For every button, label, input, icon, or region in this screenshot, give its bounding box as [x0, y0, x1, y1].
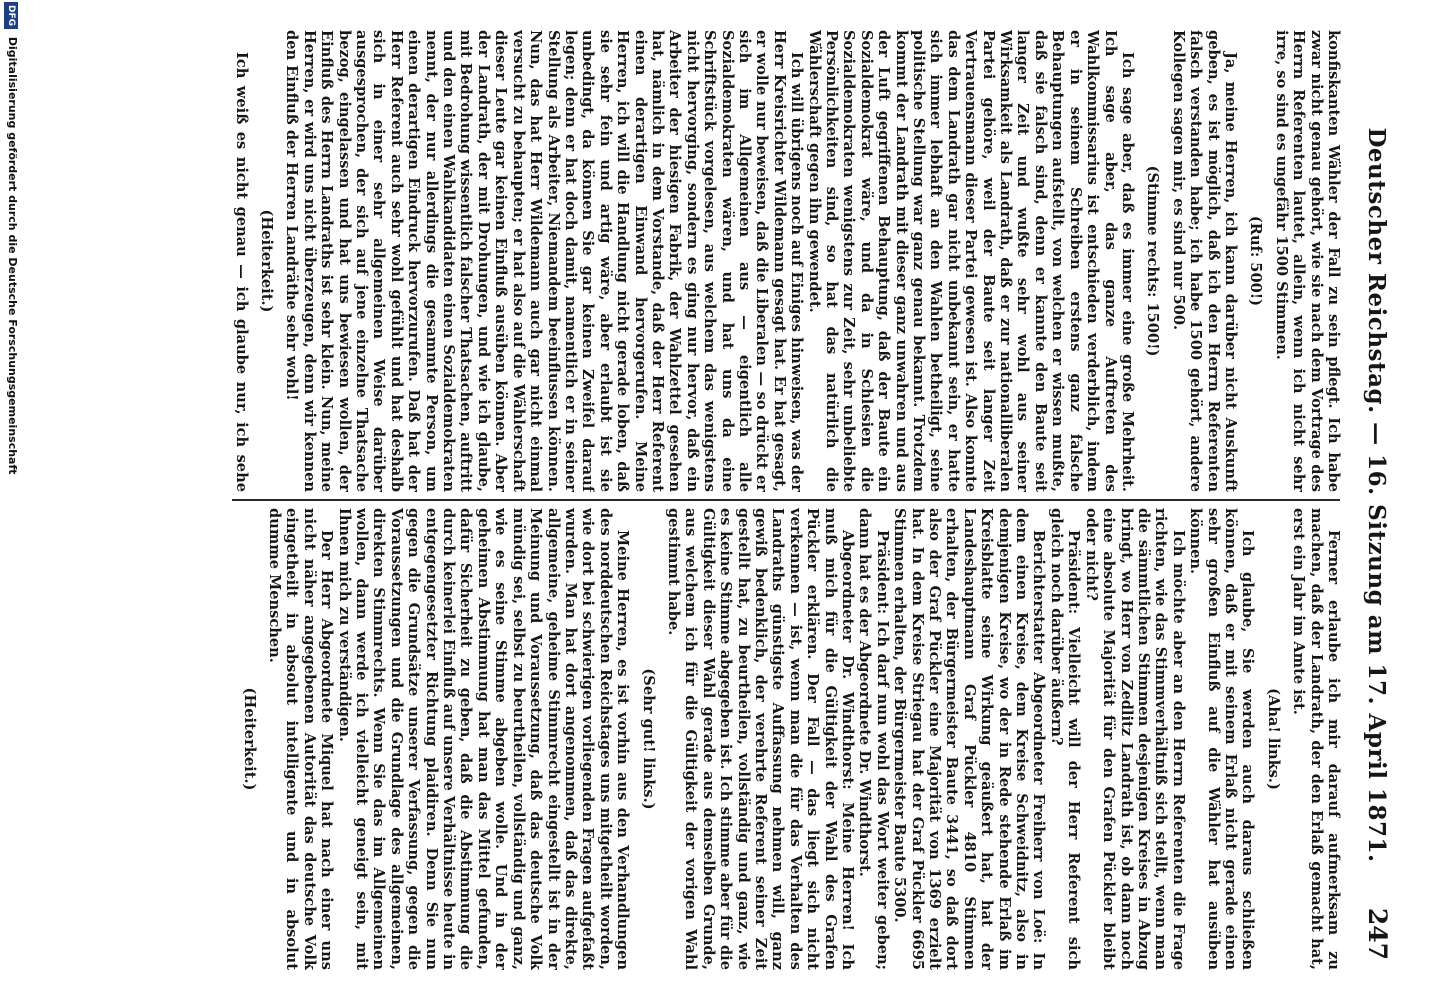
page-number: 247: [1363, 908, 1392, 960]
running-head: Deutscher Reichstag. — 16. Sitzung am 17. April 1871.: [1363, 30, 1390, 960]
right-column: [232, 508, 1342, 970]
paragraph: Berichterstatter Abgeordneter Freiherr von Loë: In dem einen Kreise, dem Kreise Schweidnitz, also in demjenigen Kreise, wo der in Rede stehende Erlaß im Kreisblatte seine Wirkung geäußert hat, hat der Landeshauptmann Graf Pückler 4810 Stimmen erhalten, der Bürgermeister Baute 3441, so daß dort also der Graf Pückler eine Majorität von 1369 erzielt hat. In dem Kreise Striegau hat der Graf Pückler 6695 Stimmen erhalten, der Bürgermeister Baute 5300.: [891, 508, 1048, 970]
paragraph: Präsident: Ich darf nun wohl das Wort weiter geben; dann hat es der Abgeordnete Dr. Windthorst.: [856, 508, 891, 970]
page-footer: [2, 2, 20, 1002]
stage-direction: (Sehr gut! links.): [639, 508, 656, 970]
paragraph: Ich glaube, Sie werden auch daraus schließen können, daß er mit seinem Erlaß nicht gerade einen sehr großen Einfluß auf die Wähler hat ausüben können.: [1187, 508, 1257, 970]
paragraph: Ferner erlaube ich mir darauf aufmerksam zu machen, daß der Landrath, der den Erlaß gemacht hat, erst ein Jahr im Amte ist.: [1290, 508, 1342, 970]
page-header: [1354, 30, 1394, 960]
paragraph: Ich sage aber, daß es immer eine große Mehrheit. Ich sage aber, das ganze Auftreten des Wahlkommissarius ist entschieden verderblich, indem er in seinem Schreiben erstens ganz falsche Behauptungen aufstellt, von welchen er wissen mußte, daß sie falsch sind, denn er kannte den Baute seit langer Zeit und wußte sehr wohl aus seiner Wirksamkeit als Landrath, daß er zur nationalliberalen Partei gehöre, weil der Baute seit langer Zeit Vertrauensmann dieser Partei gewesen ist. Also konnte das dem Landrath gar nicht unbekannt sein, er hatte sich immer lebhaft an den Wahlen betheiligt, seine politische Stellung war ganz genau bekannt. Trotzdem kommt der Landrath mit dieser ganz unwahren und aus der Luft gegriffenen Behauptung, daß der Baute ein Sozialdemokrat wäre, und da in Schlesien die Sozialdemokraten wenigstens zur Zeit, sehr unbeliebte Persönlichkeiten sind, so hat das natürlich die Wählerschaft gegen ihn gewendet.: [805, 30, 1136, 492]
paragraph: Meine Herren, es ist vorhin aus den Verhandlungen des norddeutschen Reichstages uns mitgetheilt worden, wie dort bei schwierigen vorliegenden Fragen aufgefaßt wurden. Man hat dort angenommen, daß das direkte, allgemeine, geheime Stimmrecht eingestellt ist in der Meinung und Voraussetzung, daß das deutsche Volk mündig sei, selbst zu beurtheilen, vollständig und ganz, wie es seine Stimme abgeben wolle. Und in der geheimen Abstimmung hat man das Mittel gefunden, dafür Sicherheit zu geben, daß die Abstimmung die durch keinerlei Einfluß auf unsere Verhältnisse heute in entgegengesetzter Richtung plaidiren. Denn Sie nun gegen die Grundsätze unserer Verfassung, gegen die Voraussetzungen und die Grundlage des allgemeinen, direkten Stimmrechts. Wenn Sie das im Allgemeinen wollen, dann werde ich vielleicht geneigt sein, mit Ihnen mich zu verständigen.: [335, 508, 631, 970]
paragraph: Ich weiß es nicht genau — ich glaube nur, ich sehe: [232, 30, 250, 492]
paragraph: Ja, meine Herren, ich kann darüber nicht Auskunft geben, es ist möglich, daß ich den Herrn Referenten falsch verstanden habe; ich habe 1500 gehört, andere Kollegen sagen mir, es sind nur 500.: [1169, 30, 1239, 492]
paragraph: Der Herr Abgeordnete Miquel hat nach einer uns nicht näher angegebenen Autorität das deutsche Volk eingetheilt in absolut intelligente und in absolut dumme Menschen.: [266, 508, 336, 970]
paragraph: Ich möchte aber an den Herrn Referenten die Frage richten, wie das Stimmverhältniß sich stellt, wenn man die sämmtlichen Stimmen desjenigen Kreises in Abzug bringt, wo Herr von Zedlitz Landrath ist, ob dann noch eine absolute Majorität für den Grafen Pückler bleibt oder nicht?: [1082, 508, 1186, 970]
dfg-logo: DFG: [4, 2, 18, 29]
stage-direction: (Heiterkeit.): [258, 30, 275, 492]
left-column: [232, 30, 1342, 492]
paragraph: Präsident: Vielleicht will der Herr Referent sich gleich noch darüber äußern?: [1048, 508, 1083, 970]
footer-credit: Digitalisierung gefördert durch die Deutsche Forschungsgemeinschaft: [6, 37, 19, 475]
document-page: [32, 0, 1432, 1000]
stage-direction: (Ruf: 500!): [1247, 30, 1264, 492]
stage-direction: (Heiterkeit.): [240, 508, 257, 970]
paragraph: Ich will übrigens noch auf Einiges hinweisen, was der Herr Kreisrichter Wildemann gesagt hat. Er hat gesagt, er wolle nur beweisen, daß die Liberalen — so drückt er sich im Allgemeinen aus — eigentlich alle Sozialdemokraten wären, und hat uns da eine Schriftstück vorgelesen, aus welchem das wenigstens nicht hervorging, sondern es ging nur hervor, daß ein Arbeiter der hiesigen Fabrik, der Wahlzettel gesehen hat, nämlich in dem Vorstande, daß der Herr Referent einen derartigen Einwand hervorgerufen. Meine Herren, ich will die Handlung nicht gerade loben, daß sie sehr fein und artig wäre, aber erlaubt ist sie unbedingt, da können Sie gar keinen Zweifel darauf legen; denn er hat doch damit, namentlich er in seiner Stellung als Arbeiter, Niemandem beeinflussen können. Nun, das hat Herr Wildemann auch gar nicht einmal versucht zu behaupten; er hat also auf die Wählerschaft dieser Leute gar keinen Einfluß ausüben können. Aber der Landrath, der mit Drohungen, und wie ich glaube, mit Bedrohung wissentlich falscher Thatsachen, auftritt und den einen Wahlkandidaten einen Sozialdemokraten nennt, der nur allerdings die gesammte Person, um einen derartigen Eindruck hervorzurufen. Daß hat der Herr Referent auch sehr wohl gefühlt und hat deshalb sich in einer sehr allgemeinen Weise darüber ausgesprochen, der sich auf jene einzelne Thatsache bezog, eingelassen und hat uns bewiesen wollen, der Einfluß des Herrn Landraths ist sehr klein. Nun, meine Herren, er wird uns nicht überzeugen, denn wir kennen den Einfluß der Herren Landräthe sehr wohl!: [283, 30, 805, 492]
stage-direction: (Stimme rechts: 1500!): [1144, 30, 1161, 492]
column-divider: [232, 499, 1340, 501]
paragraph: konfiskanten Wähler der Fall zu sein pflegt. Ich habe zwar nicht genau gehört, wie sie nach dem Vortrage des Herrn Referenten lautet, allein, wenn ich nicht sehr irre, so sind es ungefähr 1500 Stimmen.: [1272, 30, 1342, 492]
stage-direction: (Aha! links.): [1264, 508, 1281, 970]
paragraph: Abgeordneter Dr. Windthorst: Meine Herren! Ich muß mich für die Gültigkeit der Wahl des Grafen Pückler erklären. Der Fall — das liegt sich nicht verkennen — ist, wenn man die für das Verhalten des Landraths günstigste Auffassung nehmen will, ganz gewiß bedenklich, der verehrte Referent seiner Zeit gestellt hat, zu beurtheilen, vollständig und ganz, wie es keine Stimme abgegeben ist. Ich stimme aber für die Gültigkeit dieser Wahl gerade aus demselben Grunde, aus welchem ich für die Gültigkeit der vorigen Wahl gestimmt habe.: [665, 508, 856, 970]
